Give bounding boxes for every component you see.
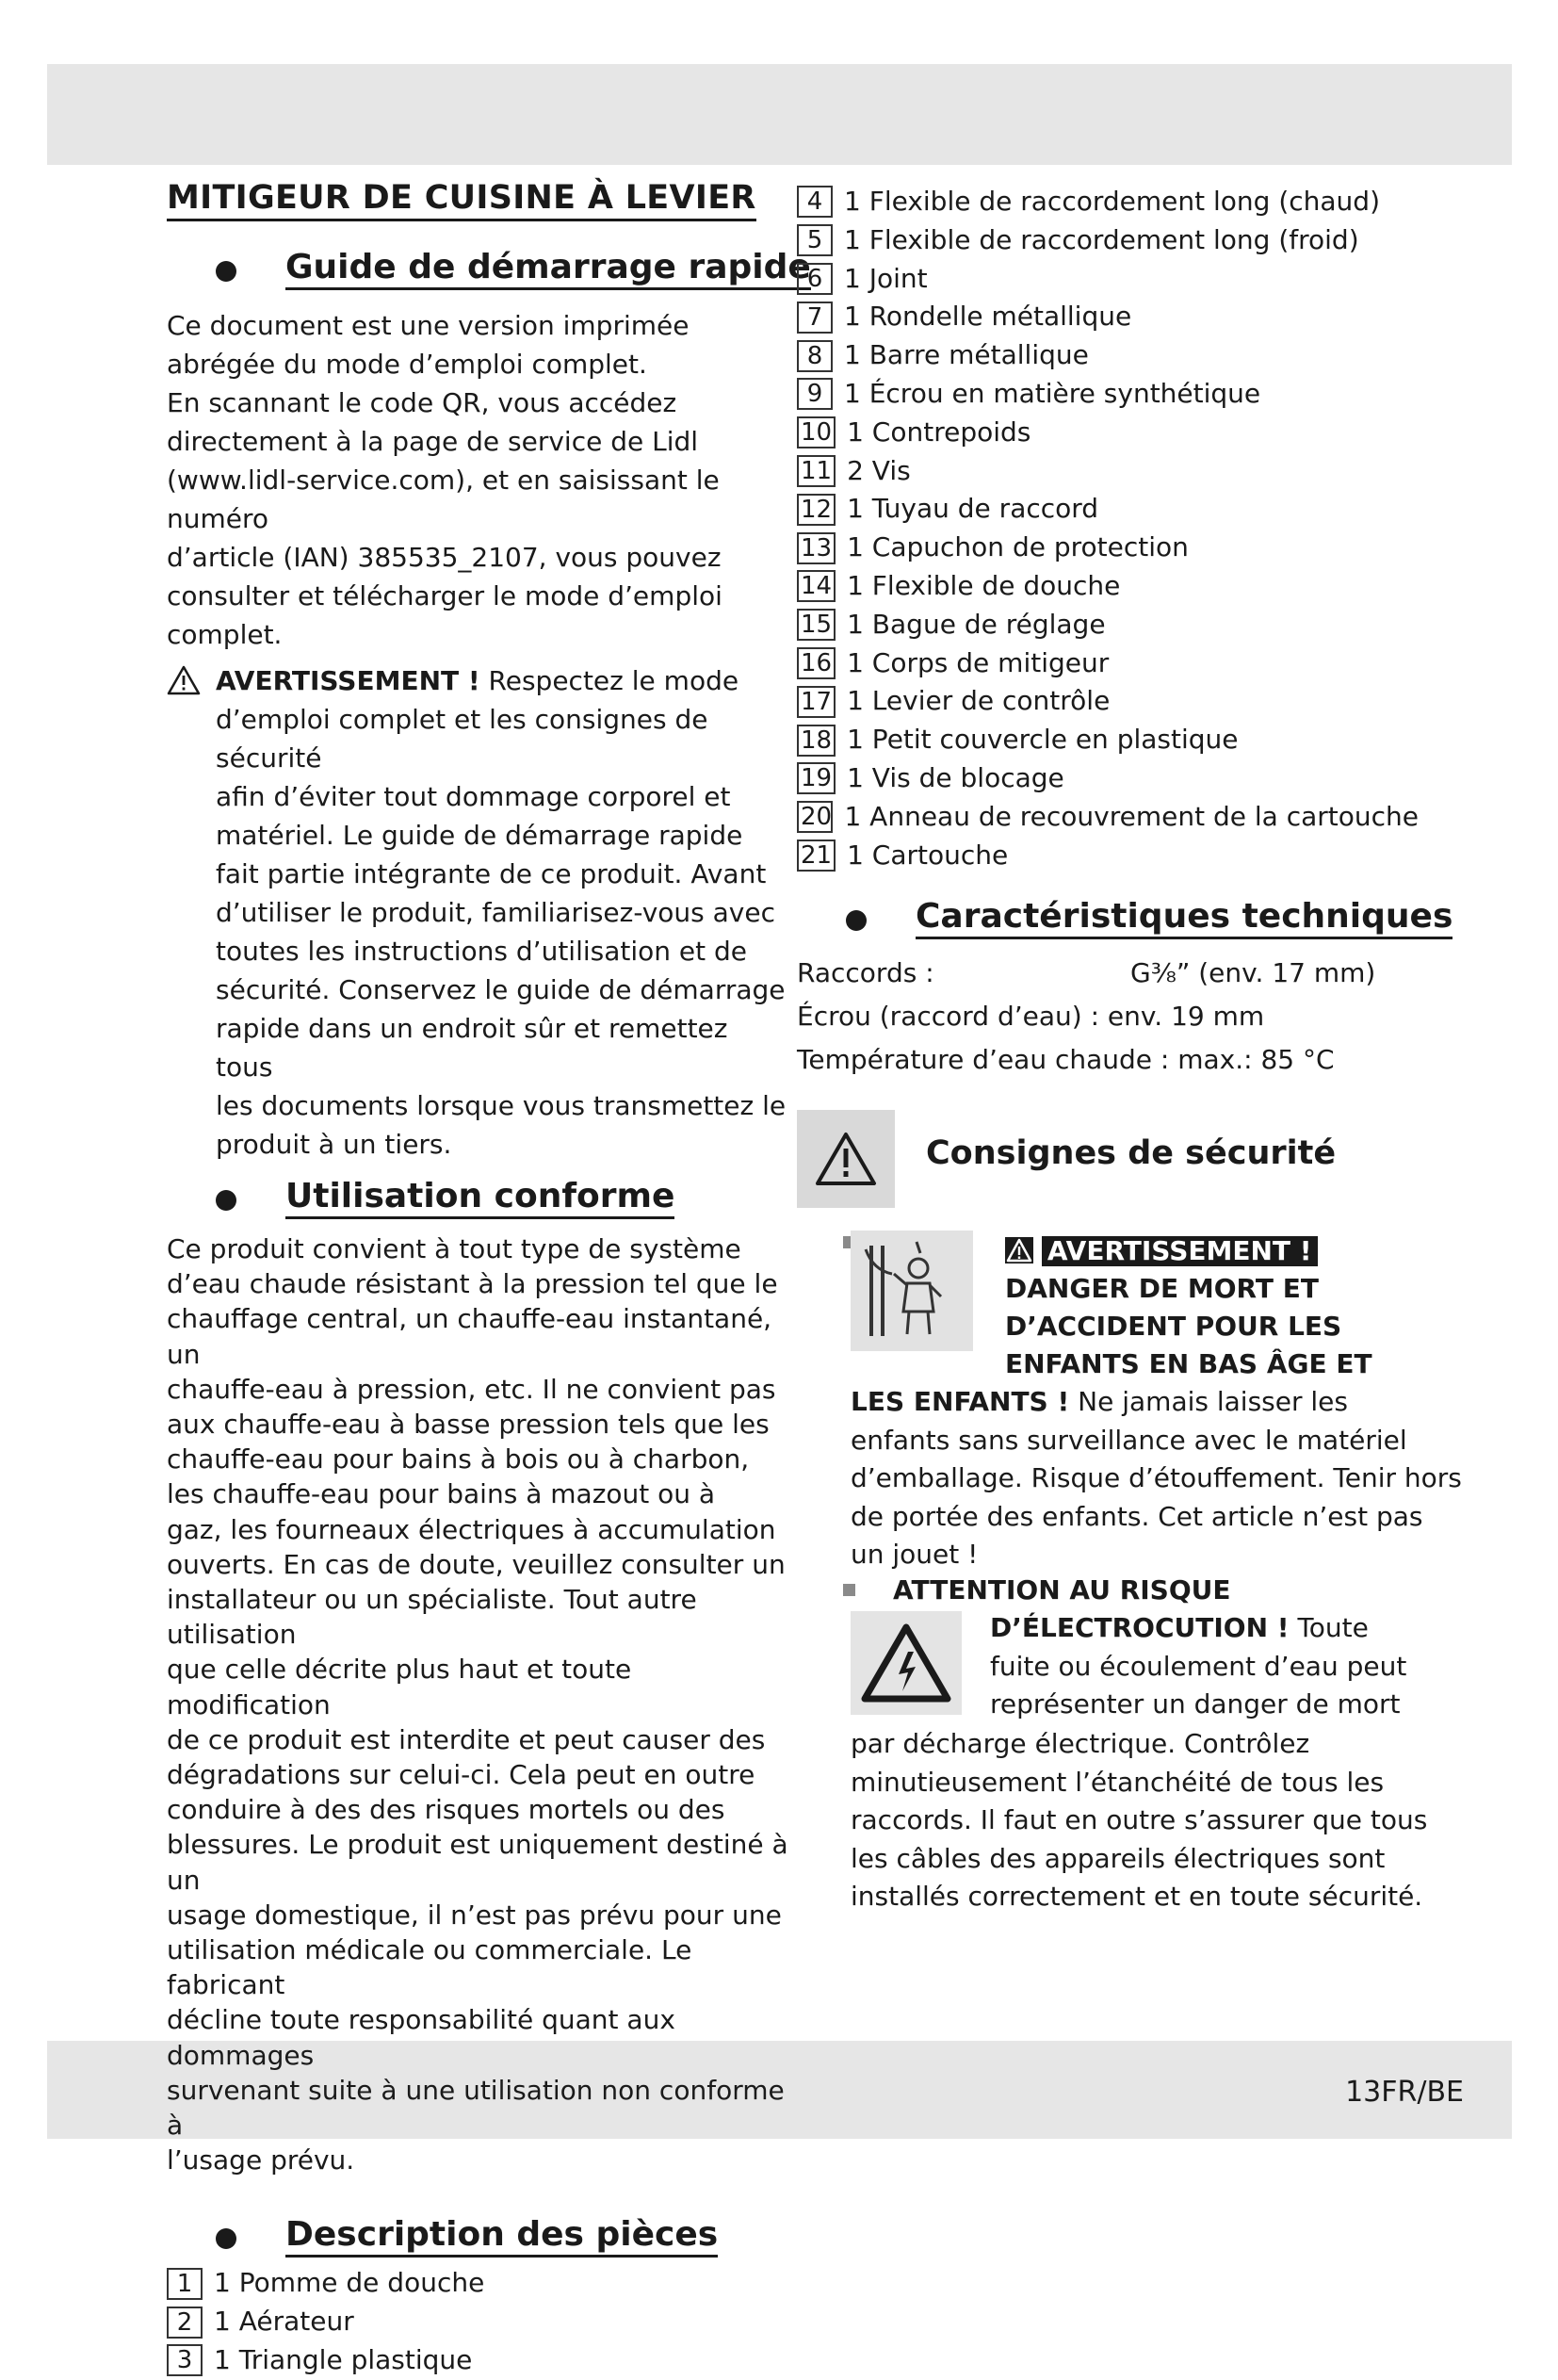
part-number: 12 <box>797 494 836 526</box>
lightning-icon <box>861 1623 951 1703</box>
part-number: 1 <box>167 2268 203 2300</box>
warning-line: afin d’éviter tout dommage corporel et <box>216 781 731 812</box>
parts-list-left <box>167 2264 788 2379</box>
part-label: 1 Aérateur <box>214 2306 354 2338</box>
warning-text: Toute <box>1297 1612 1369 1644</box>
list-item <box>797 644 1419 683</box>
bullet-icon <box>216 2228 236 2249</box>
text-line: l’usage prévu. <box>167 2144 355 2176</box>
warning-heading-line: D’ACCIDENT POUR LES <box>1005 1311 1342 1343</box>
right-column <box>797 179 1462 1939</box>
text-line: En scannant le code QR, vous accédez <box>167 387 677 418</box>
list-item <box>797 183 1419 221</box>
list-item <box>797 221 1419 260</box>
part-number: 8 <box>797 340 833 372</box>
text-line: ouverts. En cas de doute, veuillez consulter un <box>167 1548 786 1580</box>
text-line: Ce produit convient à tout type de système <box>167 1233 741 1264</box>
electric-shock-pictogram <box>851 1611 962 1715</box>
quick-start-warning <box>167 661 788 1164</box>
warning-line: installés correctement et en toute sécurité. <box>851 1881 1423 1913</box>
warning-line: fuite ou écoulement d’eau peut <box>990 1650 1407 1682</box>
spec-value: G⅜” (env. 17 mm) <box>1130 957 1376 989</box>
warning-heading-line: LES ENFANTS ! <box>851 1386 1070 1418</box>
list-item <box>797 414 1419 452</box>
text-line: directement à la page de service de Lidl <box>167 426 699 457</box>
part-label: 1 Flexible de raccordement long (froid) <box>844 223 1359 255</box>
part-number: 20 <box>797 801 833 833</box>
text-line: chauffage central, un chauffe-eau instantané, un <box>167 1303 772 1370</box>
part-label: 2 Vis <box>847 454 911 486</box>
safety-heading: Consignes de sécurité <box>926 1134 1337 1173</box>
spec-row <box>797 952 1419 995</box>
part-label: 1 Pomme de douche <box>214 2267 485 2299</box>
text-line: chauffe-eau pour bains à bois ou à charbon, <box>167 1443 750 1475</box>
warning-badge: AVERTISSEMENT ! <box>1042 1236 1318 1266</box>
text-line: survenant suite à une utilisation non conforme à <box>167 2074 785 2142</box>
part-label: 1 Triangle plastique <box>214 2344 473 2376</box>
page-title: MITIGEUR DE CUISINE À LEVIER <box>167 179 756 221</box>
list-item <box>797 682 1419 721</box>
list-item <box>797 529 1419 567</box>
warning-line: un jouet ! <box>851 1539 979 1571</box>
warning-triangle-icon <box>167 665 201 695</box>
left-column <box>167 179 811 2380</box>
text-line: gaz, les fourneaux électriques à accumulation <box>167 1513 776 1545</box>
part-number: 14 <box>797 570 836 602</box>
warning-line: fait partie intégrante de ce produit. Avant <box>216 858 767 889</box>
list-item <box>797 721 1419 759</box>
electric-warning-title: D’ÉLECTROCUTION ! <box>990 1612 1290 1644</box>
part-label: 1 Tuyau de raccord <box>847 493 1099 525</box>
bullet-icon <box>846 910 867 931</box>
part-label: 1 Flexible de raccordement long (chaud) <box>844 186 1380 217</box>
part-label: 1 Contrepoids <box>847 416 1031 448</box>
spec-label: Écrou (raccord d’eau) : env. 19 mm <box>797 1001 1265 1033</box>
warning-line: produit à un tiers. <box>216 1129 452 1160</box>
part-label: 1 Bague de réglage <box>847 608 1106 640</box>
warning-triangle-icon <box>1005 1237 1033 1263</box>
list-item <box>167 2264 788 2303</box>
part-number: 2 <box>167 2307 203 2339</box>
text-line: usage domestique, il n’est pas prévu pour une <box>167 1899 782 1931</box>
warning-line: matériel. Le guide de démarrage rapide <box>216 820 743 851</box>
safety-section <box>797 1110 1462 1939</box>
list-item <box>797 375 1419 414</box>
part-label: 1 Flexible de douche <box>847 569 1121 601</box>
electric-warning-title: ATTENTION AU RISQUE <box>893 1574 1231 1606</box>
list-item <box>797 452 1419 491</box>
part-number: 10 <box>797 416 836 448</box>
specs-heading: Caractéristiques techniques <box>797 897 1419 944</box>
list-item <box>797 260 1419 299</box>
part-number: 15 <box>797 609 836 641</box>
list-item <box>797 567 1419 606</box>
text-line: d’article (IAN) 385535_2107, vous pouvez <box>167 542 722 573</box>
warning-line: les documents lorsque vous transmettez le <box>216 1090 787 1121</box>
text-line: que celle décrite plus haut et toute modification <box>167 1654 632 1720</box>
part-number: 9 <box>797 378 833 410</box>
warning-triangle-icon <box>815 1132 877 1186</box>
part-label: 1 Capuchon de protection <box>847 531 1189 563</box>
part-number: 7 <box>797 302 833 334</box>
spec-label: Température d’eau chaude : max.: 85 °C <box>797 1044 1335 1076</box>
text-line: décline toute responsabilité quant aux dommages <box>167 2004 675 2071</box>
list-item <box>797 606 1419 644</box>
square-bullet-icon <box>843 1584 855 1596</box>
warning-line: d’emballage. Risque d’étouffement. Tenir hors <box>851 1462 1462 1494</box>
text-line: les chauffe-eau pour bains à mazout ou à <box>167 1478 716 1510</box>
text-line: (www.lidl-service.com), et en saisissant le numéro <box>167 465 720 534</box>
list-item <box>797 798 1419 837</box>
child-danger-pictogram <box>851 1231 973 1351</box>
warning-heading-line: DANGER DE MORT ET <box>1005 1273 1319 1305</box>
text-line: blessures. Le produit est uniquement destiné à un <box>167 1829 788 1896</box>
part-label: 1 Corps de mitigeur <box>847 646 1110 678</box>
text-line: de ce produit est interdite et peut causer des <box>167 1723 766 1755</box>
warning-line: d’utiliser le produit, familiarisez-vous avec <box>216 897 775 928</box>
part-number: 17 <box>797 686 836 718</box>
spec-row <box>797 995 1419 1038</box>
text-line: abrégée du mode d’emploi complet. <box>167 349 647 380</box>
text-line: installateur ou un spécialiste. Tout autre utilisation <box>167 1584 697 1651</box>
warning-line: toutes les instructions d’utilisation et de <box>216 936 748 967</box>
spec-label: Raccords : <box>797 957 934 989</box>
part-number: 13 <box>797 532 836 564</box>
spec-row <box>797 1038 1419 1082</box>
text-line: Ce document est une version imprimée <box>167 310 690 341</box>
specs-table <box>797 952 1419 1082</box>
text-line: utilisation médicale ou commerciale. Le fabricant <box>167 1934 692 2001</box>
part-label: 1 Vis de blocage <box>847 761 1064 793</box>
list-item <box>797 298 1419 336</box>
text-line: conduire à des des risques mortels ou des <box>167 1794 725 1826</box>
warning-line: enfants sans surveillance avec le matériel <box>851 1424 1407 1456</box>
list-item <box>797 336 1419 375</box>
part-number: 4 <box>797 186 833 218</box>
warning-line: de portée des enfants. Cet article n’est pas <box>851 1500 1423 1532</box>
warning-line: représenter un danger de mort <box>990 1688 1401 1720</box>
warning-line: par décharge électrique. Contrôlez <box>851 1728 1310 1760</box>
part-number: 18 <box>797 725 836 757</box>
part-label: 1 Levier de contrôle <box>847 685 1111 717</box>
safety-box <box>797 1110 895 1208</box>
part-label: 1 Petit couvercle en plastique <box>847 724 1239 756</box>
part-number: 19 <box>797 762 836 794</box>
part-label: 1 Écrou en matière synthétique <box>844 377 1261 409</box>
child-icon <box>860 1236 964 1345</box>
intended-use-text <box>167 1231 788 2177</box>
text-line: complet. <box>167 619 283 650</box>
warning-line: d’emploi complet et les consignes de sécurité <box>216 704 708 774</box>
quick-start-heading: Guide de démarrage rapide <box>167 248 788 295</box>
part-label: 1 Cartouche <box>847 839 1009 871</box>
text-line: dégradations sur celui-ci. Cela peut en outre <box>167 1759 755 1791</box>
list-item <box>167 2303 788 2341</box>
warning-line: sécurité. Conservez le guide de démarrage <box>216 974 786 1005</box>
part-number: 11 <box>797 455 836 487</box>
part-label: 1 Rondelle métallique <box>844 301 1132 333</box>
text-line: consulter et télécharger le mode d’emploi <box>167 580 722 611</box>
part-label: 1 Joint <box>844 262 928 294</box>
part-label: 1 Barre métallique <box>844 339 1089 371</box>
part-label: 1 Anneau de recouvrement de la cartouche <box>844 800 1419 832</box>
warning-text: Ne jamais laisser les <box>1078 1386 1348 1418</box>
warning-label: AVERTISSEMENT ! <box>216 665 480 696</box>
parts-heading: Description des pièces <box>167 2215 788 2262</box>
parts-list-right <box>797 183 1419 874</box>
list-item <box>797 490 1419 529</box>
warning-line: raccords. Il faut en outre s’assurer que tous <box>851 1804 1428 1836</box>
list-item <box>797 759 1419 798</box>
page-number: 13FR/BE <box>1345 2076 1464 2109</box>
part-number: 16 <box>797 647 836 679</box>
warning-heading-line: ENFANTS EN BAS ÂGE ET <box>1005 1348 1372 1380</box>
intended-use-heading: Utilisation conforme <box>167 1177 788 1224</box>
part-number: 21 <box>797 840 836 872</box>
list-item <box>797 837 1419 875</box>
warning-line: rapide dans un endroit sûr et remettez tous <box>216 1013 728 1083</box>
part-number: 6 <box>797 263 833 295</box>
warning-line: les câbles des appareils électriques sont <box>851 1842 1386 1874</box>
part-number: 5 <box>797 224 833 256</box>
part-number: 3 <box>167 2344 203 2376</box>
header-band <box>47 64 1512 165</box>
quick-start-text <box>167 306 788 654</box>
text-line: chauffe-eau à pression, etc. Il ne convient pas <box>167 1373 776 1405</box>
list-item <box>167 2341 788 2380</box>
text-line: aux chauffe-eau à basse pression tels que les <box>167 1409 770 1441</box>
warning-line: minutieusement l’étanchéité de tous les <box>851 1766 1385 1798</box>
warning-text: Respectez le mode <box>488 665 739 696</box>
text-line: d’eau chaude résistant à la pression tel que le <box>167 1268 778 1300</box>
bullet-icon <box>216 261 236 282</box>
bullet-icon <box>216 1190 236 1211</box>
